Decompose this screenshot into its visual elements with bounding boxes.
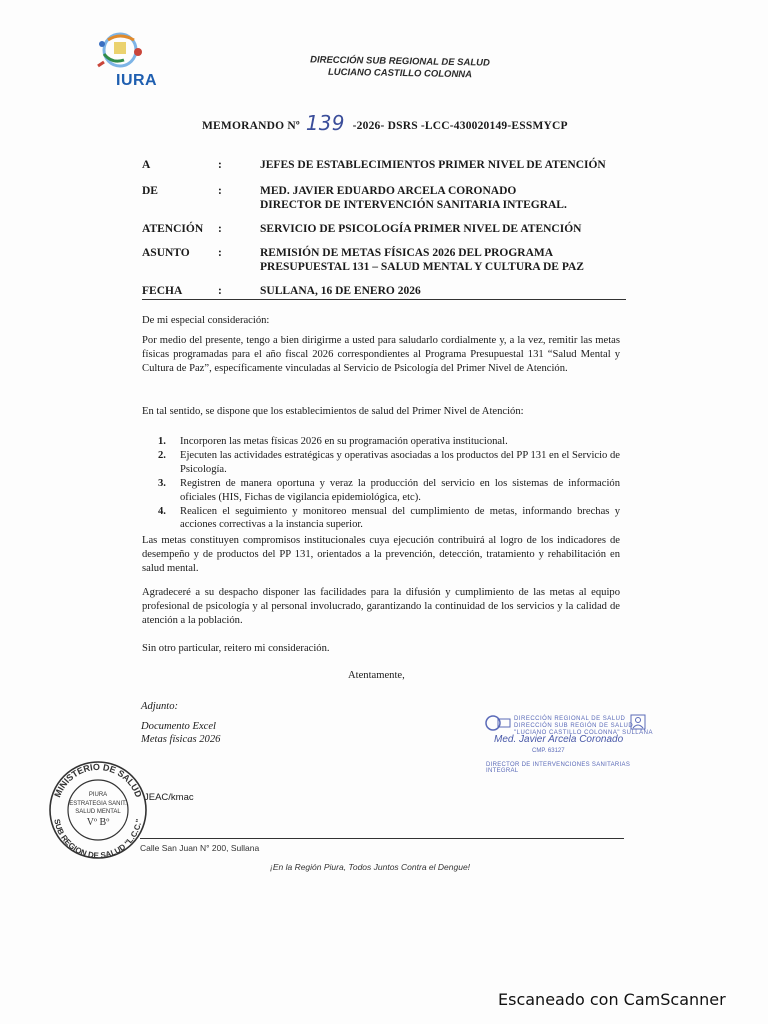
organization-line-1: DIRECCIÓN SUB REGIONAL DE SALUD xyxy=(310,54,490,69)
list-item xyxy=(158,435,620,448)
greeting: De mi especial consideración: xyxy=(142,315,270,326)
header-value-from xyxy=(260,184,620,212)
piura-logo xyxy=(88,30,178,92)
header-value-subject-line-1: REMISIÓN DE METAS FÍSICAS 2026 DEL PROGRAMA xyxy=(260,247,554,259)
footer-divider xyxy=(140,838,624,839)
list-item-number: 1. xyxy=(158,436,166,447)
list-item xyxy=(158,505,620,532)
list-item-number: 4. xyxy=(158,506,166,518)
header-value-subject xyxy=(260,246,620,274)
stamp-license-number: CMP. 63127 xyxy=(532,748,565,754)
header-colon: : xyxy=(218,285,222,297)
person-icon xyxy=(630,714,646,730)
list-item-text: Realicen el seguimiento y monitoreo mensual del cumplimiento de metas, informando brechas y acciones correctivas a la instancia superior. xyxy=(180,506,620,531)
footer-address: Calle San Juan N° 200, Sullana xyxy=(140,843,260,853)
health-ministry-seal xyxy=(44,758,152,860)
seal-inner-line-1: PIURA xyxy=(88,792,108,798)
paragraph-commitments: Las metas constituyen compromisos institucionales cuya ejecución contribuirá al logro de los indicadores de desempeño y de productos del PP 131, orientados a la prevención, detección, tratamiento y rehabilitación en salud mental. xyxy=(142,535,620,575)
paragraph-request: Agradeceré a su despacho disponer las facilidades para la difusión y cumplimiento de las metas al equipo profesional de psicología y al personal involucrado, garantizando la continuidad de los servicios y la calidad de atención a la población. xyxy=(142,587,620,627)
attachment-item-1: Documento Excel xyxy=(141,721,217,732)
seal-inner-line-2: ESTRATEGIA SANIT. xyxy=(69,801,127,807)
logo-brand-text: IURA xyxy=(116,72,158,89)
list-item-text: Registren de manera oportuna y veraz la producción del servicio en los sistemas de información oficiales (HIS, Fichas de vigilancia epidemiológica, etc). xyxy=(180,478,620,503)
stamp-role: DIRECTOR DE INTERVENCIONES SANITARIAS INTEGRAL xyxy=(486,762,631,774)
stamp-signature-name: Med. Javier Arcela Coronado xyxy=(494,734,624,745)
organization-header xyxy=(300,54,500,81)
scanner-watermark: Escaneado con CamScanner xyxy=(498,990,726,1009)
seal-icon xyxy=(44,758,152,860)
header-colon: : xyxy=(218,159,222,171)
header-colon: : xyxy=(218,185,222,197)
list-item-text: Incorporen las metas físicas 2026 en su programación operativa institucional. xyxy=(180,436,508,447)
header-value-from-name: MED. JAVIER EDUARDO ARCELA CORONADO xyxy=(260,185,517,197)
header-value-from-title: DIRECTOR DE INTERVENCIÓN SANITARIA INTEGRAL. xyxy=(260,199,567,211)
header-colon: : xyxy=(218,247,222,259)
header-key-to: A xyxy=(142,159,151,171)
stamp-logo-icon xyxy=(484,714,512,732)
header-value-date: SULLANA, 16 DE ENERO 2026 xyxy=(260,285,421,297)
paragraph-intro: Por medio del presente, tengo a bien dirigirme a usted para saludarlo cordialmente y, a la vez, remitir las metas físicas programadas para el año fiscal 2026 correspondientes al Programa Presupuestal 131 “Salud Mental y Cultura de Paz”, específicamente vinculadas al Servicio de Psicología del Primer Nivel de Atención. xyxy=(142,335,620,375)
paragraph-closing: Sin otro particular, reitero mi consideración. xyxy=(142,643,330,654)
memo-number: 139 xyxy=(305,111,345,135)
footer-slogan: ¡En la Región Piura, Todos Juntos Contra el Dengue! xyxy=(270,862,471,872)
header-colon: : xyxy=(218,223,222,235)
list-item-text: Ejecuten las actividades estratégicas y operativas asociadas a los productos del PP 131 en el Servicio de Psicología. xyxy=(180,450,620,475)
memo-prefix: MEMORANDO Nº xyxy=(202,120,300,132)
header-key-from: DE xyxy=(142,185,158,197)
header-value-attention: SERVICIO DE PSICOLOGÍA PRIMER NIVEL DE ATENCIÓN xyxy=(260,223,582,235)
seal-top-text: MINISTERIO DE SALUD xyxy=(52,761,144,799)
organization-line-2: LUCIANO CASTILLO COLONNA xyxy=(327,66,473,81)
memo-suffix: -2026- DSRS -LCC-430020149-ESSMYCP xyxy=(352,120,568,132)
header-key-date: FECHA xyxy=(142,285,183,297)
header-value-to: JEFES DE ESTABLECIMIENTOS PRIMER NIVEL DE ATENCIÓN xyxy=(260,159,606,171)
instruction-list xyxy=(158,435,620,533)
header-key-subject: ASUNTO xyxy=(142,247,190,259)
list-item-number: 3. xyxy=(158,478,166,490)
stamp-header-line-1: DIRECCIÓN REGIONAL DE SALUD xyxy=(514,716,626,722)
director-signature-stamp xyxy=(482,712,660,778)
seal-inner-line-4: Vº Bº xyxy=(86,817,110,828)
piura-logo-mark-icon xyxy=(94,30,154,76)
reference-initials: JEAC/kmac xyxy=(144,792,194,803)
paragraph-disposition: En tal sentido, se dispone que los establecimientos de salud del Primer Nivel de Atención: xyxy=(142,406,524,417)
list-item xyxy=(158,449,620,476)
seal-bottom-text: SUB REGION DE SALUD "L.C.C." xyxy=(52,818,144,860)
header-key-attention: ATENCIÓN xyxy=(142,223,204,235)
sign-off: Atentamente, xyxy=(348,670,405,681)
list-item-number: 2. xyxy=(158,450,166,462)
memo-title xyxy=(202,111,602,135)
stamp-header-line-2: DIRECCIÓN SUB REGIÓN DE SALUD xyxy=(514,723,634,729)
attachment-item-2: Metas físicas 2026 xyxy=(141,734,221,745)
list-item xyxy=(158,477,620,504)
stamp-header-line-3: "LUCIANO CASTILLO COLONNA" SULLANA xyxy=(514,730,653,736)
attachment-label: Adjunto: xyxy=(141,701,179,712)
header-divider xyxy=(142,299,626,300)
seal-inner-line-3: SALUD MENTAL xyxy=(75,809,121,815)
header-value-subject-line-2: PRESUPUESTAL 131 – SALUD MENTAL Y CULTURA DE PAZ xyxy=(260,261,584,273)
